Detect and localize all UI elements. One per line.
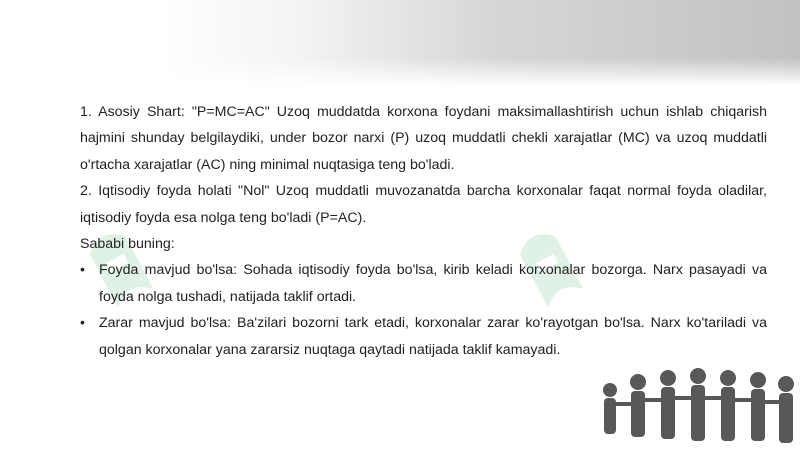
paragraph-asosiy-shart: 1. Asosiy Shart: "P=MC=AC" Uzoq muddatda korxona foydani maksimallashtirish uchun ishlab chiqarish hajmini shunday belgilaydiki, under bozor narxi (P) uzoq muddatli chekli xarajatlar (MC) va uzoq muddatli o'rtacha xarajatlar (AC) ning minimal nuqtasiga teng bo'ladi. <box>80 104 767 173</box>
bullet-icon: • <box>80 262 85 279</box>
slide-body <box>80 99 767 363</box>
paragraph-iqtisodiy-foyda: 2. Iqtisodiy foyda holati "Nol" Uzoq muddatli muvozanatda barcha korxonalar faqat normal foyda oladilar, iqtisodiy foyda esa nolga teng bo'ladi (P=AC). <box>80 183 767 226</box>
bullet-text: Foyda mavjud bo'lsa: Sohada iqtisodiy foyda bo'lsa, kirib keladi korxonalar bozorga. Narx pasayadi va foyda nolga tushadi, natijada taklif ortadi. <box>99 262 767 305</box>
header-gradient-band <box>0 0 800 86</box>
paragraph-sababi: Sababi buning: <box>80 236 175 253</box>
bullet-text: Zarar mavjud bo'lsa: Ba'zilari bozorni tark etadi, korxonalar zarar ko'rayotgan bo'lsa. Narx ko'tariladi va qolgan korxonalar yana zararsiz nuqtaga qaytadi natijada taklif kamayadi. <box>99 315 767 358</box>
bullet-icon: • <box>80 315 85 332</box>
people-holding-hands-icon <box>590 360 800 449</box>
bullet-item-foyda <box>80 257 767 310</box>
bullet-item-zarar <box>80 310 767 363</box>
